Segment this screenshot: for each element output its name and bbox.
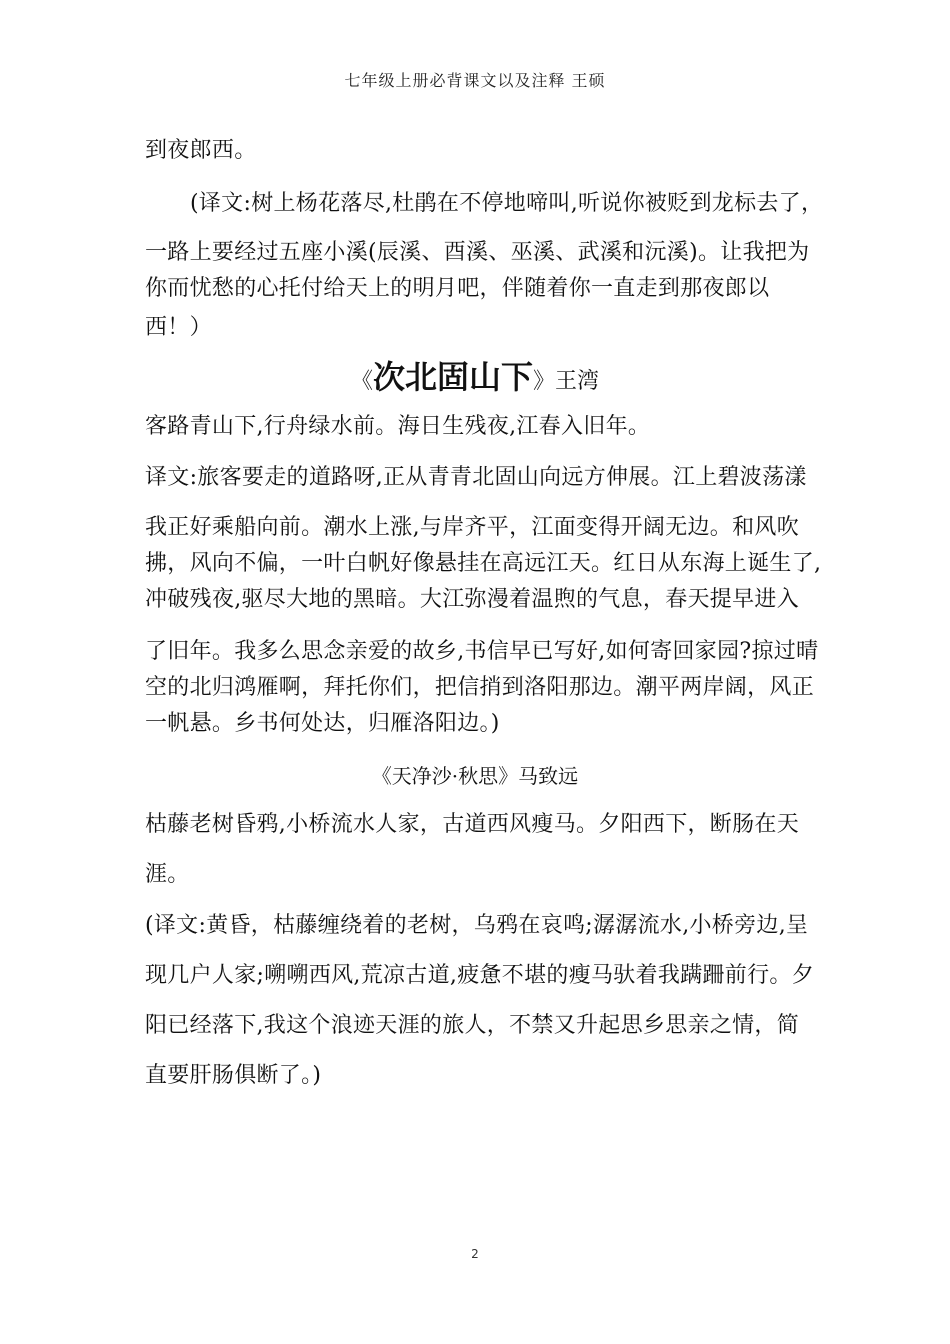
page-number: 2 [471, 1247, 479, 1261]
translation-line: 了旧年。我多么思念亲爱的故乡,书信早已写好,如何寄回家园?掠过晴 [145, 639, 819, 664]
text-line: 一路上要经过五座小溪(辰溪、酉溪、巫溪、武溪和沅溪)。让我把为 [145, 240, 810, 265]
title-open-bracket: 《 [350, 369, 373, 394]
translation-line: 现几户人家;嗍嗍西风,荒凉古道,疲惫不堪的瘦马驮着我蹒跚前行。夕 [145, 963, 815, 988]
translation-line: (译文:黄昏，枯藤缠绕着的老树，乌鸦在哀鸣;潺潺流水,小桥旁边,呈 [145, 913, 809, 938]
translation-line: 一帆悬。乡书何处达，归雁洛阳边。) [145, 711, 500, 736]
translation-line: 空的北归鸿雁啊，拜托你们，把信捎到洛阳那边。潮平两岸阔，风正 [145, 675, 815, 700]
poem-title: 《天净沙·秋思》马致远 [371, 764, 579, 788]
poem-title-text: 次北固山下 [372, 358, 533, 396]
poem-text-line: 涯。 [145, 862, 190, 887]
page-header: 七年级上册必背课文以及注释 王硕 [344, 71, 606, 90]
poem-text-line: 枯藤老树昏鸦,小桥流水人家，古道西风瘦马。夕阳西下，断肠在天 [145, 812, 799, 837]
translation-line: 冲破残夜,驱尽大地的黑暗。大江弥漫着温煦的气息，春天提早进入 [145, 587, 799, 612]
translation-line: 我正好乘船向前。潮水上涨,与岸齐平，江面变得开阔无边。和风吹 [145, 515, 799, 540]
poem-author: 王湾 [555, 369, 600, 394]
text-line: 你而忧愁的心托付给天上的明月吧，伴随着你一直走到那夜郎以 [145, 276, 770, 301]
translation-line: 拂，风向不偏，一叶白帆好像悬挂在高远江天。红日从东海上诞生了, [145, 551, 822, 576]
text-line: (译文:树上杨花落尽,杜鹃在不停地啼叫,听说你被贬到龙标去了， [190, 191, 824, 216]
poem-text-line: 客路青山下,行舟绿水前。海日生残夜,江春入旧年。 [145, 414, 651, 439]
translation-line: 直要肝肠俱断了。) [145, 1063, 322, 1088]
title-close-bracket: 》 [533, 369, 556, 394]
text-line: 西！） [145, 315, 212, 340]
translation-line: 译文:旅客要走的道路呀,正从青青北固山向远方伸展。江上碧波荡漾 [145, 465, 807, 490]
text-line: 到夜郎西。 [145, 138, 257, 163]
poem-title [0, 352, 950, 398]
translation-line: 阳已经落下,我这个浪迹天涯的旅人，不禁又升起思乡思亲之情，简 [145, 1013, 799, 1038]
